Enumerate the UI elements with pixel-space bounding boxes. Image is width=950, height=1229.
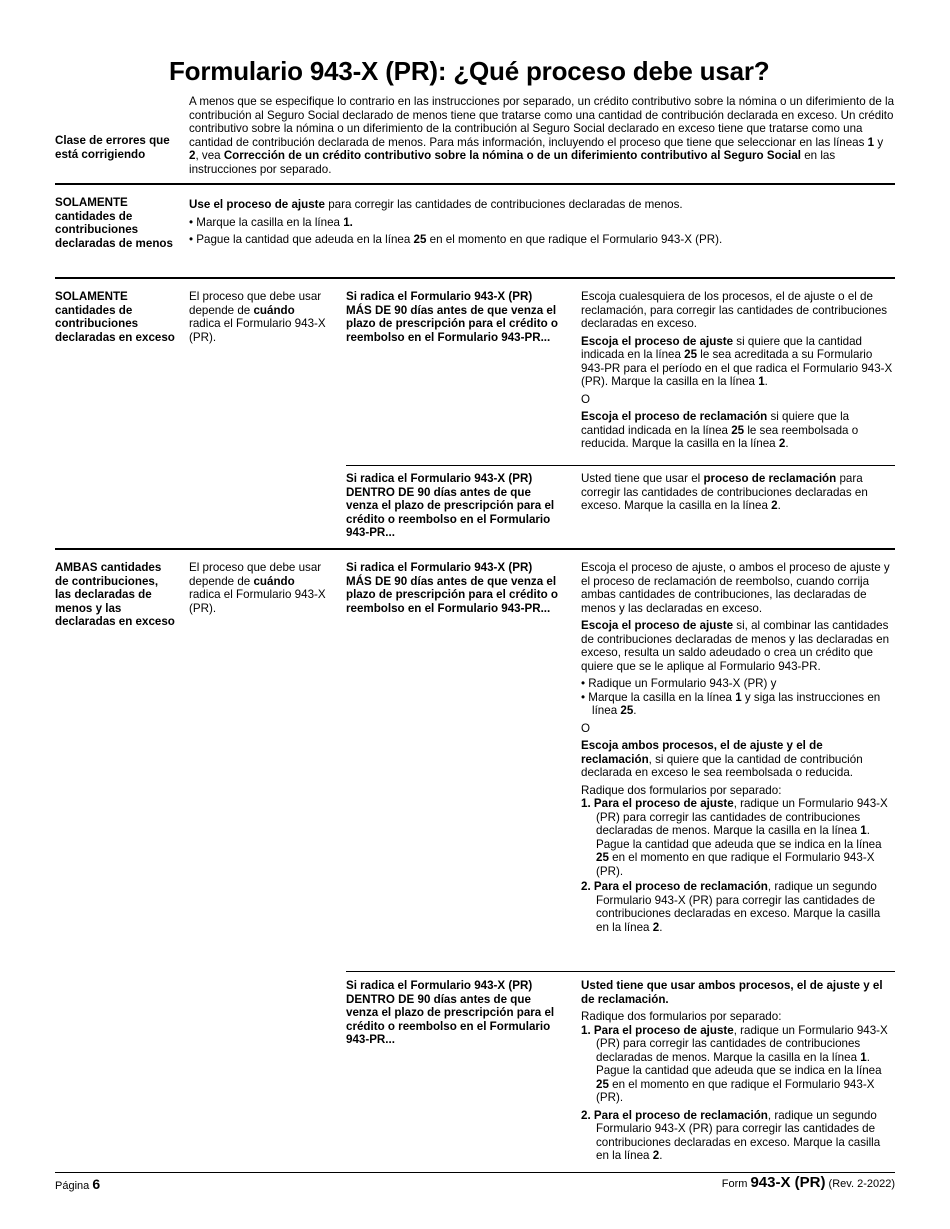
condition-within-90: Si radica el Formulario 943-X (PR) DENTRO DE 90 días antes de que venza el plazo de prescripción para el crédito o reembolso en el Formulario 943-PR... (346, 472, 555, 539)
condition-more-than-90: Si radica el Formulario 943-X (PR) MÁS DE 90 días antes de que venza el plazo de prescripción para el crédito o reembolso en el Formulario 943-PR... (346, 290, 558, 344)
section-underreported (55, 186, 895, 279)
condition-within-90: Si radica el Formulario 943-X (PR) DENTRO DE 90 días antes de que venza el plazo de prescripción para el crédito o reembolso en el Formulario 943-PR... (346, 979, 555, 1046)
document-page (55, 0, 895, 1229)
row-divider (346, 971, 895, 972)
section-both (55, 551, 895, 1173)
page-number: Página 6 (55, 1176, 101, 1192)
intro-text: A menos que se especifique lo contrario en las instrucciones por separado, un crédito contributivo sobre la nómina o un diferimiento de la contribución al Seguro Social declarado de menos tiene que tratarse como una cantidad de contribución declarada en exceso. Un crédito contributivo sobre la nómina o un diferimiento de la contribución al Seguro Social declarado en exceso tiene que tratarse como una cantidad de contribución declarada de menos. Para más información, incluyendo el proceso que tiene que seleccionar en las líneas 1 y 2, vea Corrección de un crédito contributivo sobre la nómina o de un diferimiento contributivo al Seguro Social en las instrucciones por separado. (189, 95, 895, 176)
form-identifier: Form 943-X (PR) (Rev. 2-2022) (721, 1174, 895, 1191)
instructions-more-than-90: Escoja el proceso de ajuste, o ambos el proceso de ajuste y el proceso de reclamación de reembolso, cuando corrija ambas cantidades de contribuciones, las declaradas de menos y las declaradas en exceso. Escoja el proceso de ajuste si, al combinar las cantidades de contribuciones declaradas de menos y las declaradas en exceso, resulta un saldo adeudado o crea un crédito que quiere que se le aplique al Formulario 943-PR. • Radique un Formulario 943-X (PR) y • Marque la casilla en la línea 1 y siga las instrucciones en línea 25. O Escoja ambos procesos, el de ajuste y el de reclamación, si quiere que la cantidad de contribución declarada en exceso le sea reembolsada o reducida. Radique dos formularios por separado: 1. Para el proceso de ajuste, radique un Formulario 943-X (PR) para corregir las cantidades de contribuciones declaradas de menos. Marque la casilla en la línea 1. Pague la cantidad que adeuda que se indica en la línea 25 en el momento en que radique el Formulario 943-X (PR). 2. Para el proceso de reclamación, radique un segundo Formulario 943-X (PR) para corregir las cantidades de contribuciones declaradas en exceso. Marque la casilla en la línea 2. (581, 561, 890, 934)
intro-label: Clase de errores que está corrigiendo (55, 134, 170, 161)
section-label: SOLAMENTE cantidades de contribuciones declaradas de menos (55, 196, 173, 250)
section-overreported (55, 280, 895, 550)
section-label: AMBAS cantidades de contribuciones, las declaradas de menos y las declaradas en exceso (55, 561, 175, 628)
depends-note: El proceso que debe usar depende de cuándo radica el Formulario 943-X (PR). (189, 290, 326, 344)
condition-more-than-90: Si radica el Formulario 943-X (PR) MÁS DE 90 días antes de que venza el plazo de prescripción para el crédito o reembolso en el Formulario 943-PR... (346, 561, 558, 615)
section-instructions: Use el proceso de ajuste para corregir las cantidades de contribuciones declaradas de menos. • Marque la casilla en la línea 1. • Pague la cantidad que adeuda en la línea 25 en el momento en que radique el Formulario 943-X (PR). (189, 198, 723, 246)
section-label: SOLAMENTE cantidades de contribuciones declaradas en exceso (55, 290, 175, 344)
instructions-more-than-90: Escoja cualesquiera de los procesos, el de ajuste o el de reclamación, para corregir las cantidades de contribuciones declaradas en exceso. Escoja el proceso de ajuste si quiere que la cantidad indicada en la línea 25 le sea acreditada a su Formulario 943-PR para el período en el que radica el Formulario 943-X (PR). Marque la casilla en la línea 1. O Escoja el proceso de reclamación si quiere que la cantidad indicada en la línea 25 le sea reembolsada o reducida. Marque la casilla en la línea 2. (581, 290, 893, 450)
row-divider (346, 465, 895, 466)
depends-note: El proceso que debe usar depende de cuándo radica el Formulario 943-X (PR). (189, 561, 326, 615)
instructions-within-90: Usted tiene que usar ambos procesos, el de ajuste y el de reclamación. Radique dos formularios por separado: 1. Para el proceso de ajuste, radique un Formulario 943-X (PR) para corregir las cantidades de contribuciones declaradas de menos. Marque la casilla en la línea 1. Pague la cantidad que adeuda que se indica en la línea 25 en el momento en que radique el Formulario 943-X (PR). 2. Para el proceso de reclamación, radique un segundo Formulario 943-X (PR) para corregir las cantidades de contribuciones declaradas en exceso. Marque la casilla en la línea 2. (581, 979, 888, 1162)
page-footer (55, 1176, 895, 1196)
intro-section (55, 95, 895, 185)
instructions-within-90: Usted tiene que usar el proceso de reclamación para corregir las cantidades de contribuciones declaradas en exceso. Marque la casilla en la línea 2. (581, 472, 868, 512)
page-title: Formulario 943-X (PR): ¿Qué proceso debe usar? (169, 56, 770, 86)
